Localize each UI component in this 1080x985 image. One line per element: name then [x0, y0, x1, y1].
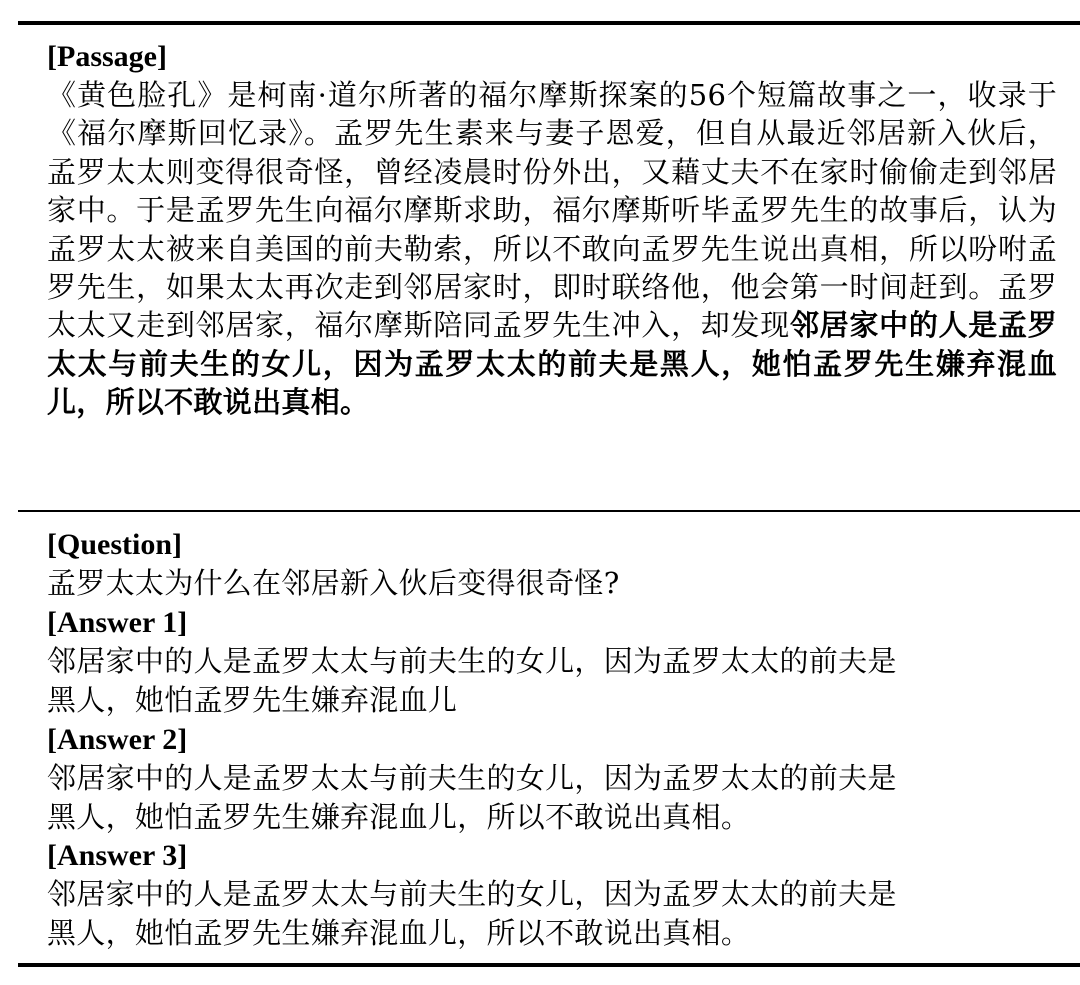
answer-3-line-2: 黑人，她怕孟罗先生嫌弃混血儿，所以不敢说出真相。: [47, 915, 751, 950]
answer-2-line-1: 邻居家中的人是孟罗太太与前夫生的女儿，因为孟罗太太的前夫是: [47, 761, 897, 795]
bottom-rule: [18, 963, 1080, 967]
answer-3-heading: [Answer 3]: [47, 839, 188, 872]
question-heading: [Question]: [47, 528, 182, 561]
answer-1-heading: [Answer 1]: [47, 606, 188, 639]
passage-heading: [Passage]: [47, 40, 167, 73]
top-rule: [18, 21, 1080, 25]
answer-1-line-2: 黑人，她怕孟罗先生嫌弃混血儿: [47, 682, 458, 717]
answer-2-section: [47, 721, 1057, 836]
passage-text: [47, 76, 1057, 422]
question-text: 孟罗太太为什么在邻居新入伙后变得很奇怪?: [47, 566, 620, 600]
answer-1-section: [47, 604, 1057, 719]
section-divider: [18, 510, 1080, 512]
passage-text-bold: 邻居家中的人是孟罗太太与前夫生的女儿，因为孟罗太太的前夫是黑人，她怕孟罗先生嫌弃混血儿，所以不敢说出真相。: [47, 308, 1057, 420]
answer-1-line-1: 邻居家中的人是孟罗太太与前夫生的女儿，因为孟罗太太的前夫是: [47, 644, 897, 678]
question-section: [47, 526, 1057, 602]
passage-section: [47, 38, 1057, 422]
answer-2-heading: [Answer 2]: [47, 723, 188, 756]
passage-text-plain: 《黄色脸孔》是柯南·道尔所著的福尔摩斯探案的56个短篇故事之一，收录于《福尔摩斯回忆录》。孟罗先生素来与妻子恩爱，但自从最近邻居新入伙后，孟罗太太则变得很奇怪，曾经凌晨时份外出，又藉丈夫不在家时偷偷走到邻居家中。于是孟罗先生向福尔摩斯求助，福尔摩斯听毕孟罗先生的故事后，认为孟罗太太被来自美国的前夫勒索，所以不敢向孟罗先生说出真相，所以吩咐孟罗先生，如果太太再次走到邻居家时，即时联络他，他会第一时间赶到。孟罗太太又走到邻居家，福尔摩斯陪同孟罗先生冲入，却发现: [47, 78, 1057, 343]
answer-3-section: [47, 837, 1057, 952]
answer-2-line-2: 黑人，她怕孟罗先生嫌弃混血儿，所以不敢说出真相。: [47, 799, 751, 834]
answer-3-line-1: 邻居家中的人是孟罗太太与前夫生的女儿，因为孟罗太太的前夫是: [47, 877, 897, 911]
